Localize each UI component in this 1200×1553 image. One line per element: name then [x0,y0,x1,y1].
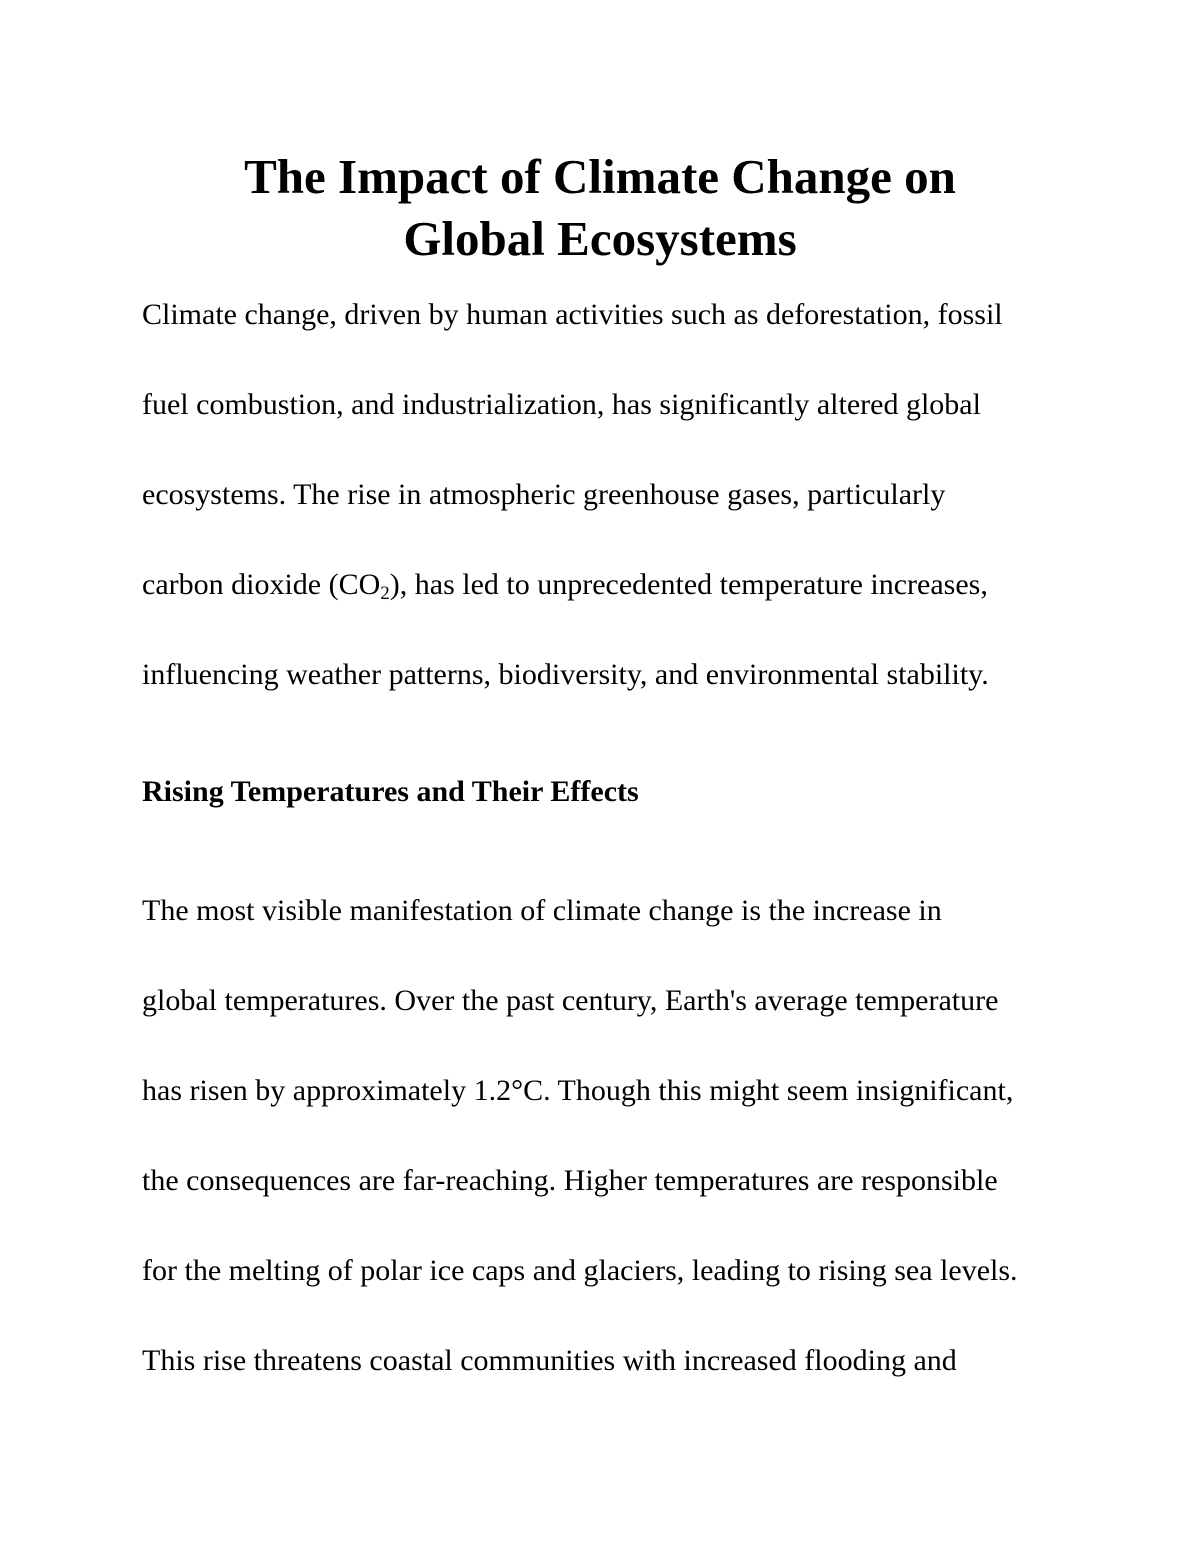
document-title-line-2: Global Ecosystems [403,211,797,266]
intro-line-4-before: carbon dioxide (CO [142,568,381,601]
section-line-5: for the melting of polar ice caps and glaciers, leading to rising sea levels. [142,1254,1018,1287]
intro-line-1: Climate change, driven by human activities such as deforestation, fossil [142,298,1003,331]
section-line-4: the consequences are far-reaching. Higher temperatures are responsible [142,1164,998,1197]
section-line-3: has risen by approximately 1.2°C. Though this might seem insignificant, [142,1074,1014,1107]
intro-line-4-after: ), has led to unprecedented temperature increases, [389,568,988,601]
section-line-1: The most visible manifestation of climate change is the increase in [142,894,942,927]
intro-line-5: influencing weather patterns, biodiversity, and environmental stability. [142,658,989,691]
intro-line-4 [142,567,988,603]
co2-subscript: 2 [380,583,390,604]
section-heading: Rising Temperatures and Their Effects [142,775,639,808]
intro-line-3: ecosystems. The rise in atmospheric greenhouse gases, particularly [142,478,946,511]
document-title-line-1: The Impact of Climate Change on [244,149,956,204]
section-line-2: global temperatures. Over the past century, Earth's average temperature [142,984,999,1017]
intro-line-2: fuel combustion, and industrialization, has significantly altered global [142,388,981,421]
section-line-6: This rise threatens coastal communities with increased flooding and [142,1344,957,1377]
